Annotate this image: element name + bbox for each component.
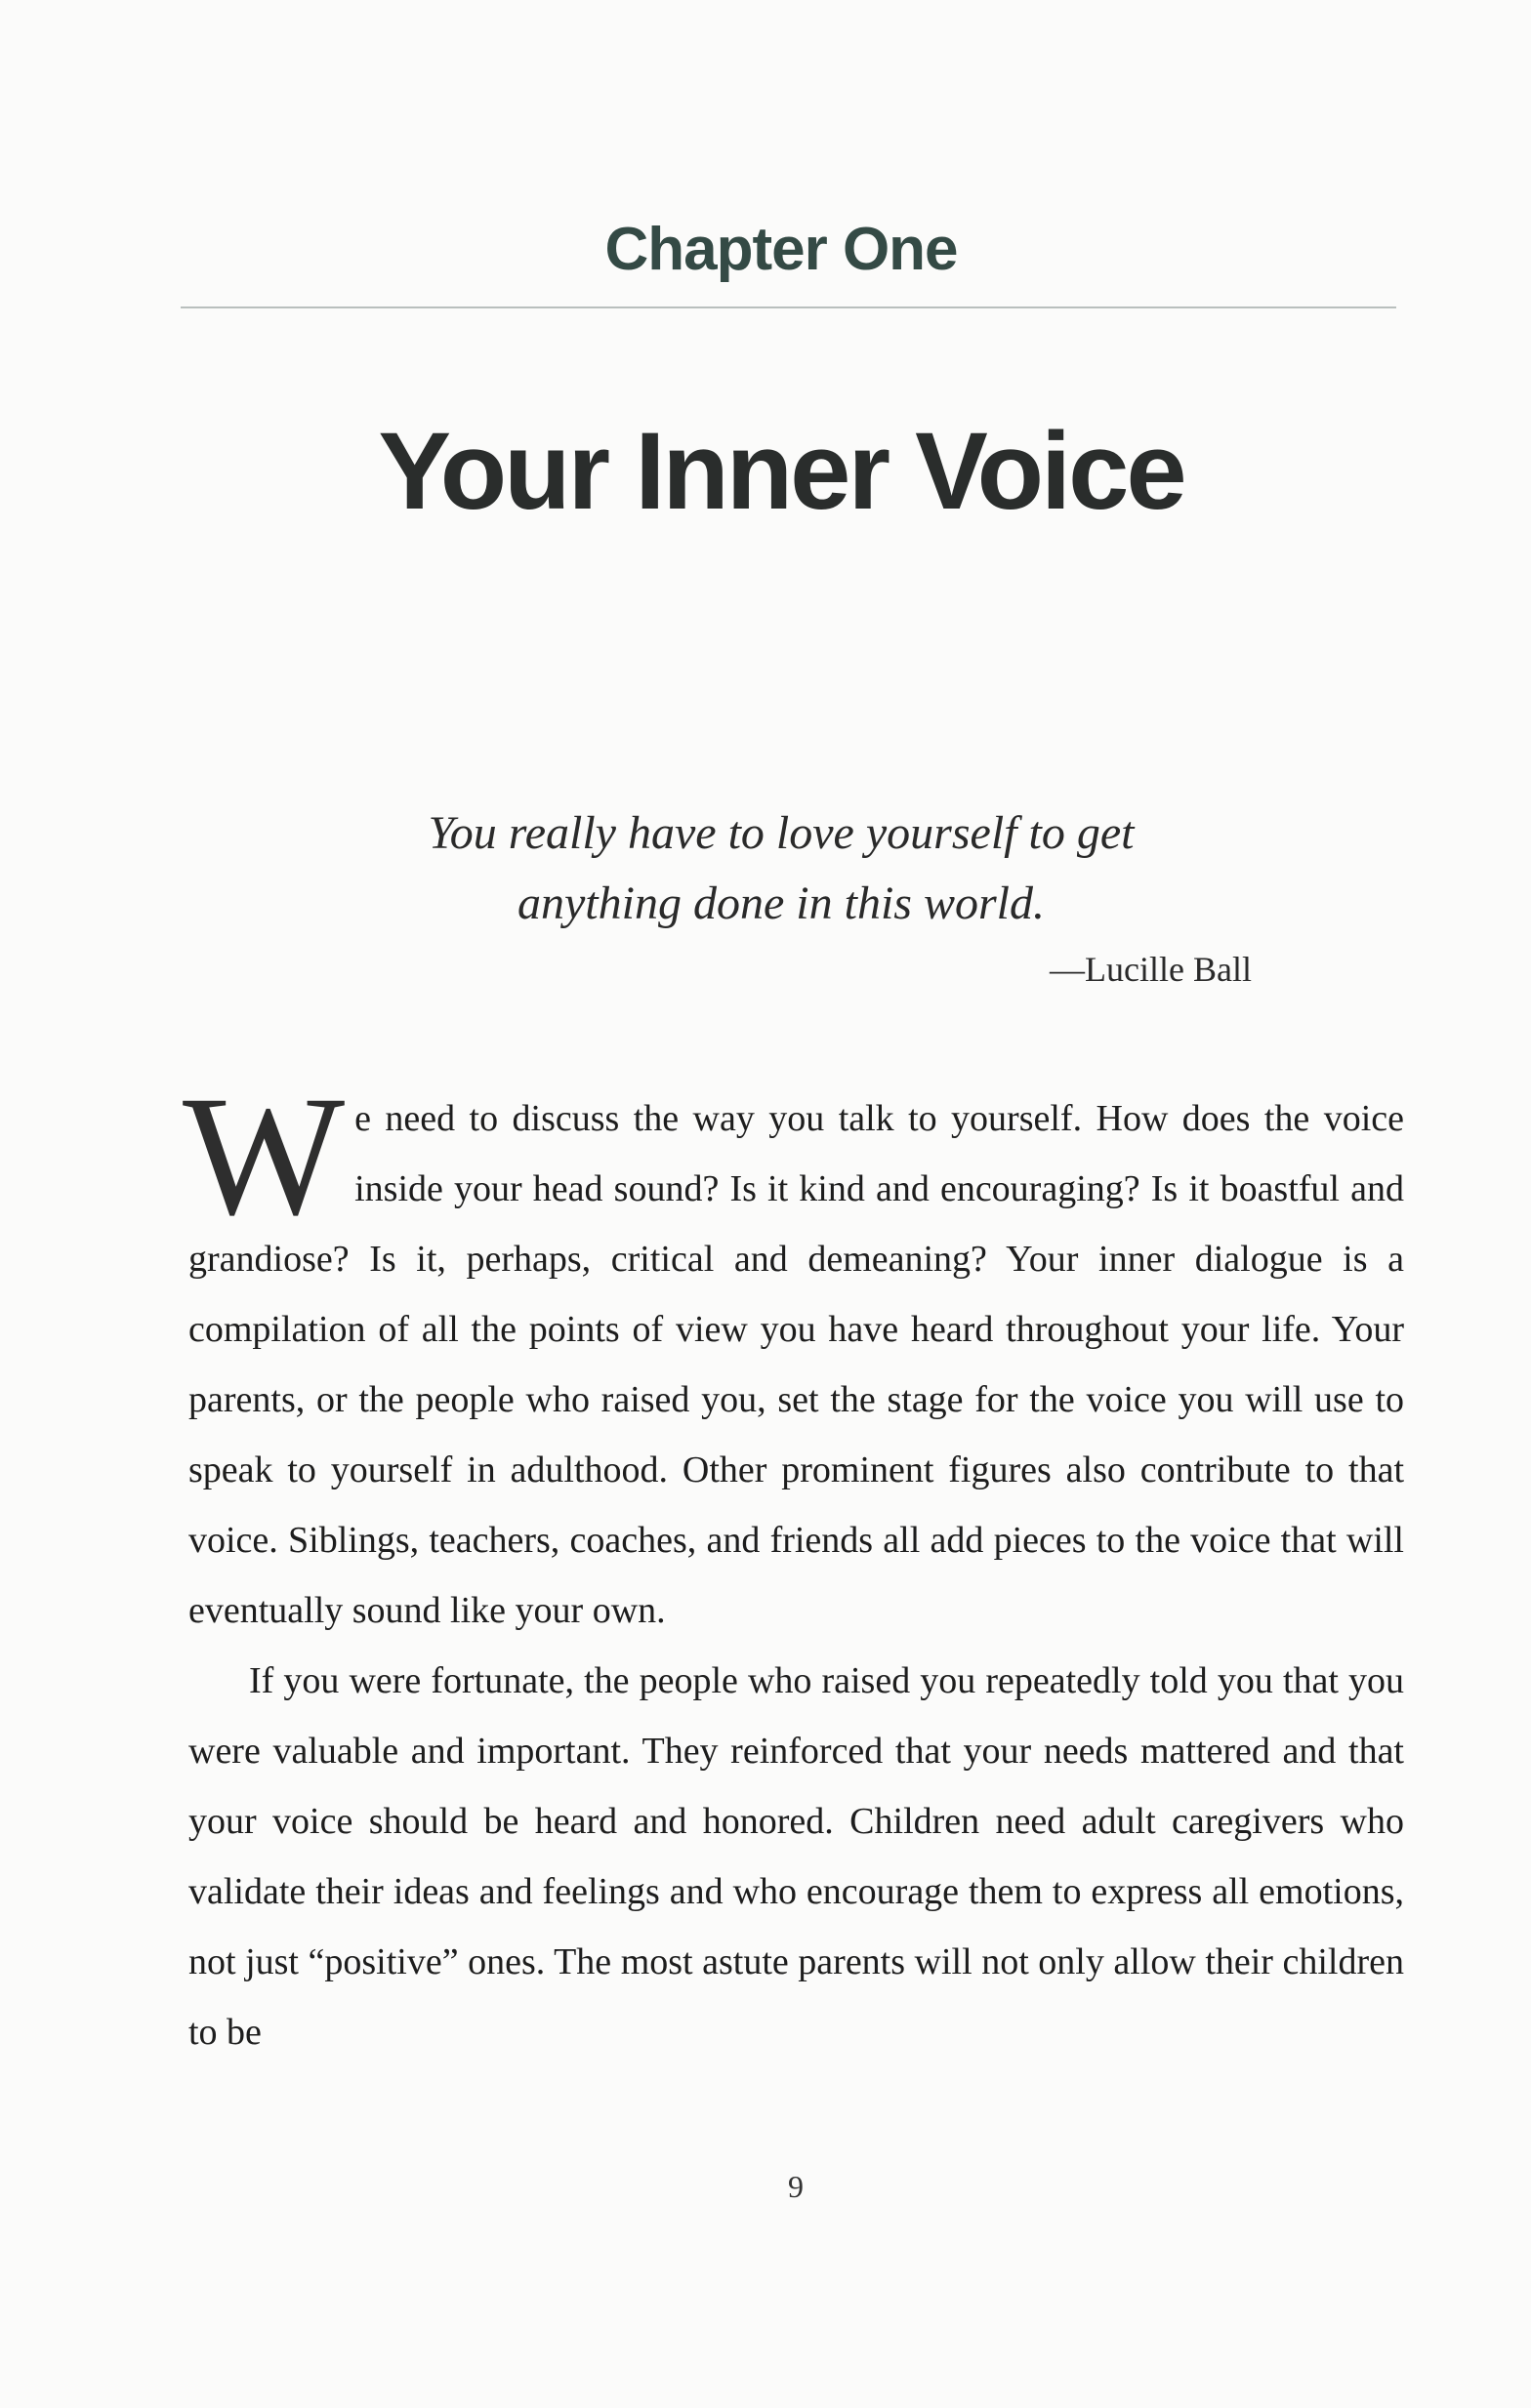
page-number: 9 (788, 2169, 804, 2204)
chapter-title: Your Inner Voice (378, 410, 1184, 532)
paragraph (183, 1061, 1404, 1646)
paragraph-text: If you were fortunate, the people who raised you repeatedly told you that you were valuable and important. They reinforced that your needs mattered and that your voice should be heard and honored. Children need adult caregivers who validate their ideas and feelings and who encourage them to express all emotions, not just “positive” ones. The most astute parents will not only allow their children to be (188, 1660, 1404, 2053)
chapter-divider (181, 306, 1396, 308)
epigraph-line: You really have to love yourself to get (428, 807, 1135, 859)
epigraph-quote (293, 798, 1269, 939)
paragraph (188, 1646, 1404, 2067)
body-text (183, 1061, 1404, 2067)
paragraph-text: e need to discuss the way you talk to yourself. How does the voice inside your head sound? Is it kind and encouraging? Is it boastful and grandiose? Is it, perhaps, critical and demeaning? Your inner dialogue is a compilation of all the points of view you have heard throughout your life. Your parents, or the people who raised you, set the stage for the voice you will use to speak to yourself in adulthood. Other prominent figures also contribute to that voice. Siblings, teachers, coaches, and friends all add pieces to the voice that will eventually sound like your own. (188, 1098, 1404, 1631)
chapter-label: Chapter One (604, 216, 958, 283)
drop-cap: W (183, 1061, 346, 1251)
epigraph-attribution: —Lucille Ball (1050, 950, 1252, 989)
epigraph-line: anything done in this world. (517, 877, 1045, 929)
